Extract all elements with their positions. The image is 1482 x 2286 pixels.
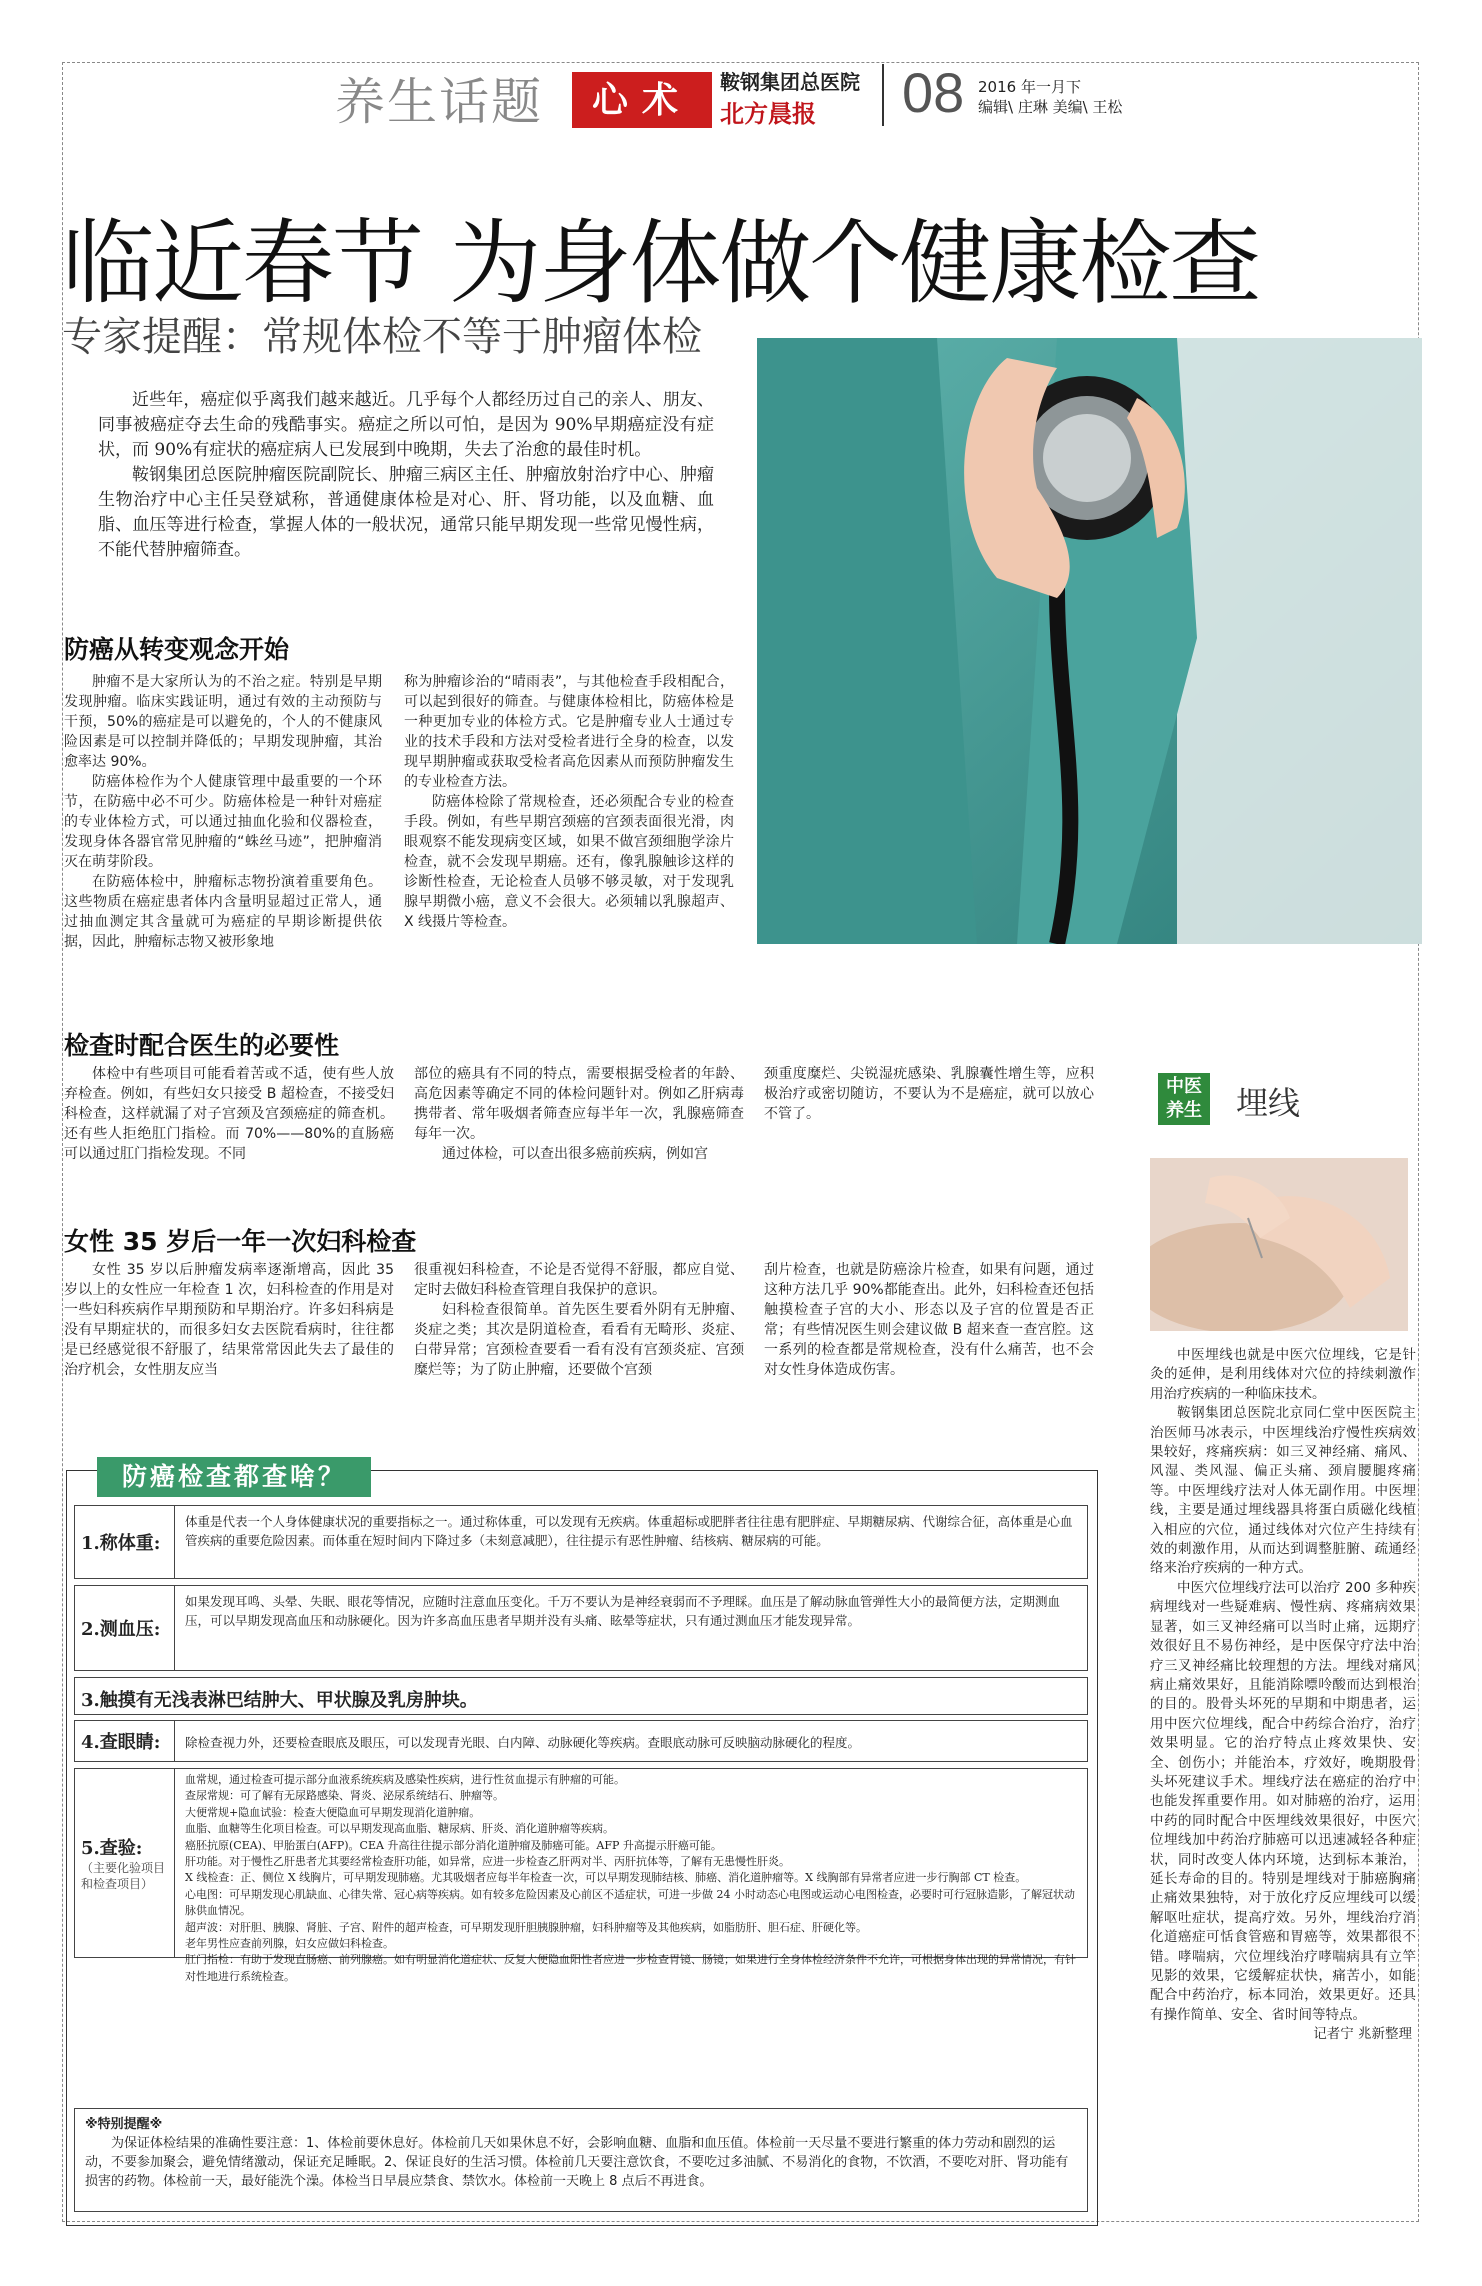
reminder-title: ※特别提醒※ [85,2117,163,2132]
acupoint-photo [1150,1158,1408,1331]
section2-column-3 [764,1064,1094,1124]
row-label: 3.触摸有无浅表淋巴结肿大、甲状腺及乳房肿块。 [81,1690,478,1711]
paragraph: 很重视妇科检查，不论是否觉得不舒服，都应自觉、定时去做妇科检查管理自我保护的意识。 [414,1262,744,1298]
sidebar-text [1150,1346,1416,2045]
row-label: 5.查验: [81,1838,143,1859]
paragraph: 在防癌体检中，肿瘤标志物扮演着重要角色。这些物质在癌症患者体内含量明显超过正常人，通过抽血测定其含量就可为癌症的早期诊断提供依据，因此，肿瘤标志物又被形象地 [64,874,382,950]
paragraph: 防癌体检除了常规检查，还必须配合专业的检查手段。例如，有些早期宫颈癌的宫颈表面很光滑，肉眼观察不能发现病变区域，如果不做宫颈细胞学涂片检查，就不会发现早期癌。还有，像乳腺触诊这样的诊断性检查，无论检查人员够不够灵敏，对于发现乳腺早期微小癌，意义不会很大。必须辅以乳腺超声、X 线摄片等检查。 [404,794,734,930]
row-line: 如果发现耳鸣、头晕、失眠、眼花等情况，应随时注意血压变化。千万不要认为是神经衰弱而不予理睬。血压是了解动脉血管弹性大小的最简便方法，定期测血压，可以早期发现高血压和动脉硬化。因为许多高血压患者早期并没有头痛、眩晕等症状，只有通过测血压才能发现异常。 [185,1594,1061,1628]
row-text [185,1512,1079,1550]
paragraph: 刮片检查，也就是防癌涂片检查，如果有问题，通过这种方法几乎 90%都能查出。此外，妇科检查还包括触摸检查子宫的大小、形态以及子宫的位置是否正常；有些情况医生则会建议做 B 超来查一查宫腔。这一系列的检查都是常规检查，没有什么痛苦，也不会对女性身体造成伤害。 [764,1262,1094,1378]
paragraph: 中医埋线也就是中医穴位埋线，它是针灸的延伸，是利用线体对穴位的持续刺激作用治疗疾病的一种临床技术。 [1150,1347,1416,1402]
table-row [74,1720,1088,1762]
section1-column-2 [404,672,734,932]
section3-column-1 [64,1260,394,1380]
sub-headline: 专家提醒：常规体检不等于肿瘤体检 [62,314,702,360]
hospital-name: 鞍钢集团总医院 [720,70,860,94]
exam-table-title: 防癌检查都查啥？ [97,1457,371,1497]
row-text [185,1592,1079,1630]
row-line: X 线检查：正、侧位 X 线胸片，可早期发现肺癌。尤其吸烟者应每半年检查一次，可以早期发现肺结核、肺癌、消化道肿瘤等。X 线胸部有异常者应进一步行胸部 CT 检查。 [185,1871,1027,1885]
special-reminder [74,2108,1088,2212]
paragraph: 通过体检，可以查出很多癌前疾病，例如宫 [442,1146,708,1162]
row-label-block [75,1769,175,1957]
paper-name: 北方晨报 [720,99,816,128]
row-label: 1.称体重: [75,1506,175,1578]
editor-credits: 编辑\ 庄琳 美编\ 王松 [978,98,1123,116]
issue-date: 2016 年一月下 [978,78,1081,96]
tcm-badge-line: 养生 [1166,1100,1202,1121]
section1-column-1 [64,672,382,952]
section3-column-3 [764,1260,1094,1380]
paragraph: 防癌体检作为个人健康管理中最重要的一个环节，在防癌中必不可少。防癌体检是一种针对癌症的专业体检方式，可以通过抽血化验和仪器检查，发现身体各器官常见肿瘤的“蛛丝马迹”，把肿瘤消灭在萌芽阶段。 [64,774,382,870]
paragraph: 女性 35 岁以后肿瘤发病率逐渐增高，因此 35 岁以上的女性应一年检查 1 次，妇科检查的作用是对一些妇科疾病作早期预防和早期治疗。许多妇科病是没有早期症状的，而很多妇女去医院看病时，往往都是已经感觉很不舒服了，结果常常因此失去了最佳的治疗机会，女性朋友应当 [64,1262,394,1378]
section2-column-1 [64,1064,394,1164]
paragraph: 中医穴位埋线疗法可以治疗 200 多种疾病埋线对一些疑难病、慢性病、疼痛病效果显著，如三叉神经痛可以当时止痛，远期疗效很好且不易伤神经，是中医保守疗法中治疗三叉神经痛比较理想的方法。埋线对痛风病止痛效果好，且能消除嘌呤酸而达到根治的目的。股骨头坏死的早期和中期患者，运用中医穴位埋线，配合中药综合治疗，治疗效果明显。它的治疗特点止疼效果快、安全、创伤小；并能治本，疗效好，晚期股骨头坏死建议手术。埋线疗法在癌症的治疗中也能发挥重要作用。如对肺癌的治疗，运用中药的同时配合中医埋线效果很好，中医穴位埋线加中药治疗肺癌可以迅速减轻各种症状，同时改变人体内环境，达到标本兼治，延长寿命的目的。特别是埋线对于肺癌胸痛止痛效果独特，对于放化疗反应埋线可以缓解呕吐症状，提高疗效。另外，埋线治疗消化道癌症可恬食管癌和胃癌等，效果都很不错。哮喘病，穴位埋线治疗哮喘病具有立竿见影的效果，它缓解症状快，痛苦小，如能配合中药治疗，标本同治，效果更好。还具有操作简单、安全、省时间等特点。 [1150,1579,1416,2023]
tcm-badge [1158,1073,1210,1125]
paragraph: 鞍钢集团总医院北京同仁堂中医医院主治医师马冰表示，中医埋线治疗慢性疾病效果较好，疼痛疾病：如三叉神经痛、痛风、风湿、类风湿、偏正头痛、颈肩腰腿疼痛等。中医埋线疗法对人体无副作用。中医埋线，主要是通过埋线器具将蛋白质磁化线植入相应的穴位，通过线体对穴位产生持续有效的刺激作用，从而达到调整脏腑、疏通经络来治疗疾病的一种方式。 [1150,1405,1416,1577]
row-line: 老年男性应查前列腺，妇女应做妇科检查。 [185,1937,394,1951]
section-heading-prevention: 防癌从转变观念开始 [64,635,290,664]
section-heading-gynecology: 女性 35 岁后一年一次妇科检查 [64,1227,417,1256]
row-line: 除检查视力外，还要检查眼底及眼压，可以发现青光眼、白内障、动脉硬化等疾病。查眼底动脉可反映脑动脉硬化的程度。 [185,1735,861,1750]
intro-paragraph: 近些年，癌症似乎离我们越来越近。几乎每个人都经历过自己的亲人、朋友、同事被癌症夺去生命的残酷事实。癌症之所以可怕，是因为 90%早期癌症没有症状，而 90%有症状的癌症病人已发展到中晚期，失去了治愈的最佳时机。 [98,390,714,460]
doctor-stethoscope-photo [757,338,1422,944]
table-row [74,1585,1088,1671]
section-heading-cooperation: 检查时配合医生的必要性 [64,1031,340,1060]
row-line: 大便常规+隐血试验：检查大便隐血可早期发现消化道肿瘤。 [185,1805,481,1819]
main-headline: 临近春节 为身体做个健康检查 [62,210,1260,317]
intro-text [98,388,714,563]
table-row [74,1677,1088,1715]
intro-paragraph: 鞍钢集团总医院肿瘤医院副院长、肿瘤三病区主任、肿瘤放射治疗中心、肿瘤生物治疗中心主任吴登斌称，普通健康体检是对心、肝、肾功能，以及血糖、血脂、血压等进行检查，掌握人体的一般状况，通常只能早期发现一些常见慢性病，不能代替肿瘤筛查。 [98,465,714,560]
row-line: 癌胚抗原(CEA)、甲胎蛋白(AFP)。CEA 升高往往提示部分消化道肿瘤及肺癌可能。AFP 升高提示肝癌可能。 [185,1838,722,1852]
row-line: 肝功能。对于慢性乙肝患者尤其要经常检查肝功能，如异常，应进一步检查乙肝两对半、丙肝抗体等，了解有无患慢性肝炎。 [185,1855,790,1869]
row-line: 血常规，通过检查可提示部分血液系统疾病及感染性疾病，进行性贫血提示有肿瘤的可能。 [185,1773,625,1786]
tcm-badge-line: 中医 [1166,1076,1202,1097]
row-line: 体重是代表一个人身体健康状况的重要指标之一。通过称体重，可以发现有无疾病。体重超标或肥胖者往往患有肥胖症、早期糖尿病、代谢综合征，高体重是心血管疾病的重要危险因素。而体重在短时间内下降过多（未刻意减肥），往往提示有恶性肿瘤、结核病、糖尿病的可能。 [185,1514,1073,1548]
paragraph: 部位的癌具有不同的特点，需要根据受检者的年龄、高危因素等确定不同的体检问题针对。例如乙肝病毒携带者、常年吸烟者筛查应每半年一次，乳腺癌筛查每年一次。 [414,1066,744,1142]
row-label: 2.测血压: [75,1586,175,1670]
row-text [185,1772,1079,1985]
row-line: 超声波：对肝胆、胰腺、肾脏、子宫、附件的超声检查，可早期发现肝胆胰腺肿瘤，妇科肿瘤等及其他疾病，如脂肪肝、胆石症、肝硬化等。 [185,1920,867,1934]
section-name: 养生话题 [335,73,543,131]
row-text [185,1733,1079,1752]
header-divider [882,64,884,126]
section3-column-2 [414,1260,744,1380]
paragraph: 肿瘤不是大家所认为的不治之症。特别是早期发现肿瘤。临床实践证明，通过有效的主动预防与干预，50%的癌症是可以避免的，个人的不健康风险因素是可以控制并降低的；早期发现肿瘤，其治愈率达 90%。 [64,674,382,770]
table-row [74,1768,1088,1983]
page-number: 08 [902,61,965,124]
column-logo: 心术 [572,72,712,128]
byline: 记者宁 兆新整理 [1313,2026,1412,2043]
paragraph: 称为肿瘤诊治的“晴雨表”，与其他检查手段相配合，可以起到很好的筛查。与健康体检相比，防癌体检是一种更加专业的体检方式。它是肿瘤专业人士通过专业的技术手段和方法对受检者进行全身的检查，以发现早期肿瘤或获取受检者高危因素从而预防肿瘤发生的专业检查方法。 [404,674,734,790]
row-line: 血脂、血糖等生化项目检查。可以早期发现高血脂、糖尿病、肝炎、消化道肿瘤等疾病。 [185,1822,614,1836]
row-line: 心电图：可早期发现心肌缺血、心律失常、冠心病等疾病。如有较多危险因素及心前区不适症状，可进一步做 24 小时动态心电图或运动心电图检查，必要时可行冠脉造影，了解冠状动脉供血情况。 [185,1887,1075,1918]
row-line: 肛门指检：有助于发现直肠癌、前列腺癌。如有明显消化道症状、反复大便隐血阳性者应进一步检查胃镜、肠镜；如果进行全身体检经济条件不允许，可根据身体出现的异常情况，有针对性地进行系统检查。 [185,1953,1076,1983]
sidebar-title: 埋线 [1236,1084,1301,1122]
paragraph: 妇科检查很简单。首先医生要看外阴有无肿瘤、炎症之类；其次是阴道检查，看看有无畸形、炎症、白带异常；宫颈检查要看一看有没有宫颈炎症、宫颈糜烂等；为了防止肿瘤，还要做个宫颈 [414,1302,744,1378]
reminder-text: 为保证体检结果的准确性要注意：1、体检前要休息好。体检前几天如果休息不好，会影响血糖、血脂和血压值。体检前一天尽量不要进行繁重的体力劳动和剧烈的运动，不要参加聚会，避免情绪激动，保证充足睡眠。2、保证良好的生活习惯。体检前几天要注意饮食，不要吃过多油腻、不易消化的食物，不饮酒，不要吃对肝、肾功能有损害的药物。体检前一天，最好能洗个澡。体检当日早晨应禁食、禁饮水。体检前一天晚上 8 点后不再进食。 [85,2136,1069,2189]
paragraph: 体检中有些项目可能看着苦或不适，使有些人放弃检查。例如，有些妇女只接受 B 超检查，不接受妇科检查，这样就漏了对子宫颈及宫颈癌症的筛查机。还有些人拒绝肛门指检。而 70%——80%的直肠癌可以通过肛门指检发现。不同 [64,1066,394,1162]
table-row [74,1505,1088,1579]
section2-column-2 [414,1064,744,1164]
row-label: 4.查眼睛: [75,1721,175,1761]
paragraph: 颈重度糜烂、尖锐湿疣感染、乳腺囊性增生等，应积极治疗或密切随访，不要认为不是癌症，就可以放心不管了。 [764,1066,1094,1122]
row-line: 查尿常规：可了解有无尿路感染、肾炎、泌尿系统结石、肿瘤等。 [185,1789,504,1803]
row-sublabel: （主要化验项目和检查项目） [81,1861,166,1891]
